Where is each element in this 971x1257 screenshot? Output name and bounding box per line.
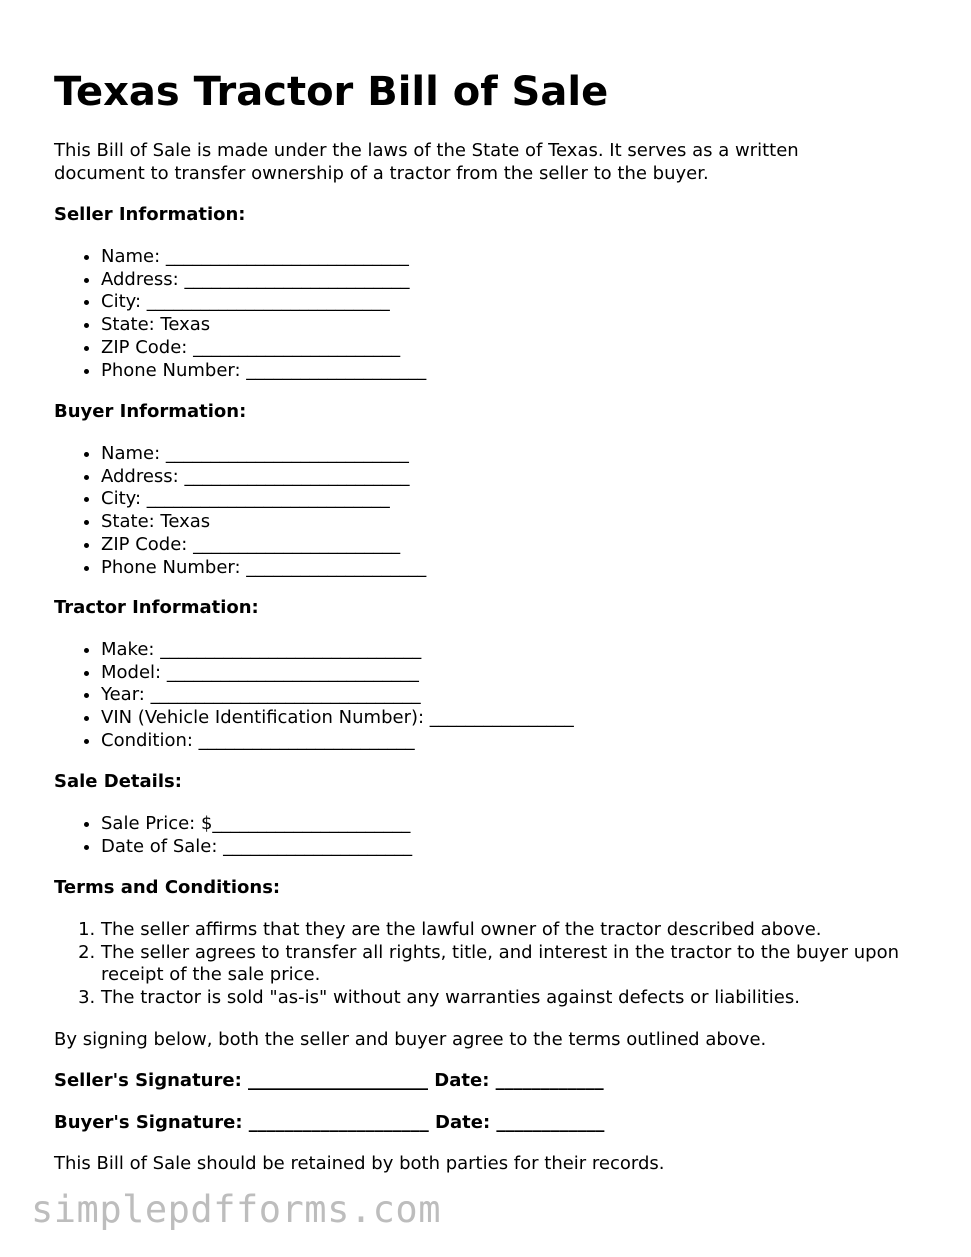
agreement-paragraph: By signing below, both the seller and buyer agree to the terms outlined above.	[54, 1029, 767, 1050]
tractor-condition-field[interactable]: • Condition: ________________________	[101, 730, 574, 753]
seller-fields-list	[54, 246, 426, 382]
tractor-fields-list	[54, 639, 574, 753]
seller-city-field[interactable]: • City: ___________________________	[101, 291, 426, 314]
seller-address-field[interactable]: • Address: _________________________	[101, 269, 426, 292]
sale-price-field[interactable]: • Sale Price: $______________________	[101, 813, 412, 836]
seller-heading: Seller Information:	[54, 204, 246, 225]
terms-item: 2. The seller agrees to transfer all rights, title, and interest in the tractor to the buyer upon receipt of the sale price.	[101, 942, 941, 987]
closing-paragraph: This Bill of Sale should be retained by both parties for their records.	[54, 1153, 665, 1174]
tractor-model-field[interactable]: • Model: ____________________________	[101, 662, 574, 685]
buyer-phone-field[interactable]: • Phone Number: ____________________	[101, 557, 426, 580]
seller-state-field: • State: Texas	[101, 314, 426, 337]
buyer-fields-list	[54, 443, 426, 579]
terms-item: 1. The seller affirms that they are the lawful owner of the tractor described above.	[101, 919, 941, 942]
seller-phone-field[interactable]: • Phone Number: ____________________	[101, 360, 426, 383]
terms-list	[54, 919, 941, 1010]
tractor-make-field[interactable]: • Make: _____________________________	[101, 639, 574, 662]
sale-heading: Sale Details:	[54, 771, 182, 792]
intro-paragraph: This Bill of Sale is made under the laws of the State of Texas. It serves as a written document to transfer ownership of a tractor from the seller to the buyer.	[54, 140, 799, 184]
document-title: Texas Tractor Bill of Sale	[54, 69, 609, 115]
buyer-state-field: • State: Texas	[101, 511, 426, 534]
seller-signature-line[interactable]: Seller's Signature: ____________________ Date: ____________	[54, 1070, 604, 1091]
terms-item: 3. The tractor is sold "as-is" without any warranties against defects or liabilities.	[101, 987, 941, 1010]
buyer-signature-line[interactable]: Buyer's Signature: ____________________ Date: ____________	[54, 1112, 605, 1133]
seller-zip-field[interactable]: • ZIP Code: _______________________	[101, 337, 426, 360]
buyer-address-field[interactable]: • Address: _________________________	[101, 466, 426, 489]
buyer-name-field[interactable]: • Name: ___________________________	[101, 443, 426, 466]
sale-date-field[interactable]: • Date of Sale: _____________________	[101, 836, 412, 859]
buyer-city-field[interactable]: • City: ___________________________	[101, 488, 426, 511]
sale-fields-list	[54, 813, 412, 858]
buyer-heading: Buyer Information:	[54, 401, 247, 422]
terms-heading: Terms and Conditions:	[54, 877, 281, 898]
tractor-vin-field[interactable]: • VIN (Vehicle Identification Number): ________________	[101, 707, 574, 730]
tractor-heading: Tractor Information:	[54, 597, 259, 618]
seller-name-field[interactable]: • Name: ___________________________	[101, 246, 426, 269]
buyer-zip-field[interactable]: • ZIP Code: _______________________	[101, 534, 426, 557]
site-watermark: simplepdfforms.com	[31, 1188, 441, 1231]
tractor-year-field[interactable]: • Year: ______________________________	[101, 684, 574, 707]
